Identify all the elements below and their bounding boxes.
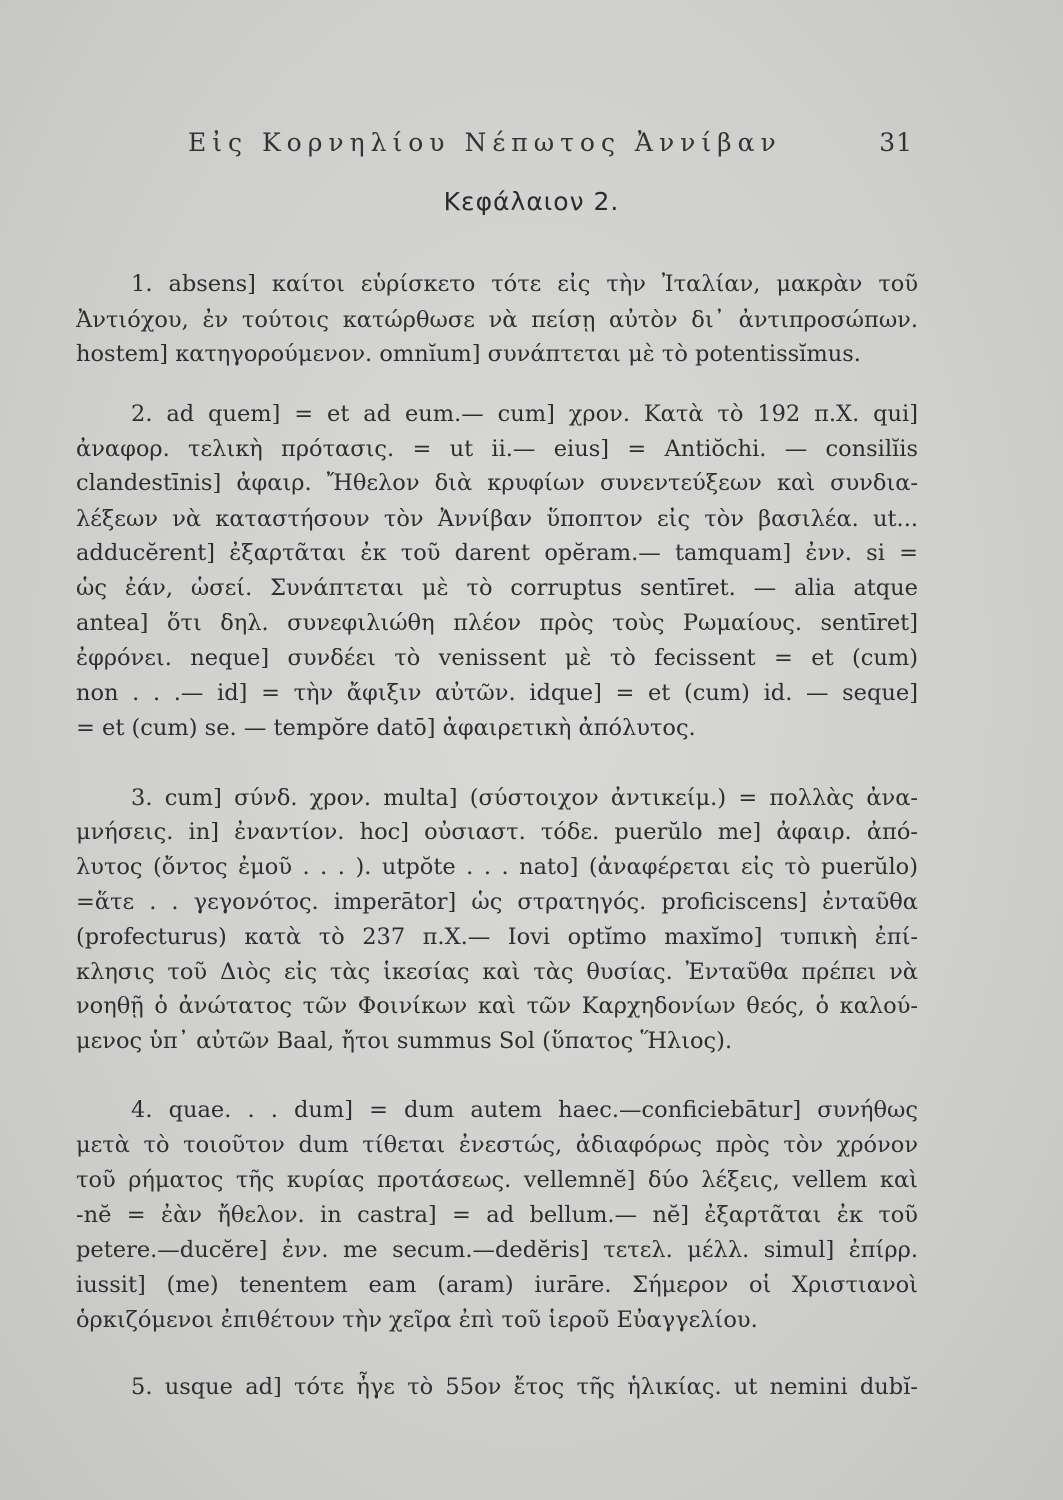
- text-line: petere.—ducĕre] ἐνν. me secum.—dedĕris] τετελ. μέλλ. simul] ἐπίρρ.: [76, 1237, 918, 1263]
- text-line: antea] ὅτι δηλ. συνεφιλιώθη πλέον πρὸς τοὺς Ρωμαίους. sentīret]: [76, 610, 918, 636]
- text-line: ὡς ἐάν, ὡσεί. Συνάπτεται μὲ τὸ corruptus sentīret. — alia atque: [76, 575, 918, 601]
- text-line: τοῦ ρήματος τῆς κυρίας προτάσεως. vellemnĕ] δύο λέξεις, vellem καὶ: [76, 1167, 918, 1193]
- running-title: Εἰς Κορνηλίου Νέπωτος Ἀννίβαν: [188, 128, 782, 157]
- chapter-title: Κεφάλαιον 2.: [443, 187, 620, 216]
- text-line: 5. usque ad] τότε ἦγε τὸ 55ον ἔτος τῆς ἡλικίας. ut nemini dubĭ-: [131, 1374, 918, 1400]
- text-line: Ἀντιόχου, ἐν τούτοις κατώρθωσε νὰ πείσῃ αὐτὸν δι᾽ ἀντιπροσώπων.: [76, 307, 918, 333]
- text-line: 1. absens] καίτοι εὑρίσκετο τότε εἰς τὴν Ἰταλίαν, μακρὰν τοῦ: [131, 271, 918, 297]
- text-line: 4. quae. . . dum] = dum autem haec.—conficiebātur] συνήθως: [131, 1097, 918, 1123]
- text-line: λυτος (ὄντος ἐμοῦ . . . ). utpŏte . . . nato] (ἀναφέρεται εἰς τὸ puerŭlo): [76, 854, 918, 880]
- text-line: = et (cum) se. — tempŏre datō] ἀφαιρετικὴ ἀπόλυτος.: [76, 715, 696, 741]
- text-line: clandestīnis] ἀφαιρ. Ἤθελον διὰ κρυφίων συνεντεύξεων καὶ συνδια-: [76, 470, 918, 496]
- text-line: iussit] (me) tenentem eam (aram) iurāre. Σήμερον οἱ Χριστιανοὶ: [76, 1272, 918, 1298]
- text-line: -nĕ = ἐὰν ἤθελον. in castra] = ad bellum.— nĕ] ἐξαρτᾶται ἐκ τοῦ: [76, 1202, 918, 1228]
- text-line: μνήσεις. in] ἐναντίον. hoc] οὐσιαστ. τόδε. puerŭlo me] ἀφαιρ. ἀπό-: [76, 819, 918, 845]
- text-line: (profecturus) κατὰ τὸ 237 π.Χ.— Iovi optĭmo maxĭmo] τυπικὴ ἐπί-: [76, 924, 918, 950]
- text-line: adducĕrent] ἐξαρτᾶται ἐκ τοῦ darent opĕram.— tamquam] ἐνν. si =: [76, 540, 918, 566]
- text-line: ἐφρόνει. neque] συνδέει τὸ venissent μὲ τὸ fecissent = et (cum): [76, 645, 918, 671]
- text-line: non . . .— id] = τὴν ἄφιξιν αὐτῶν. idque] = et (cum) id. — seque]: [76, 680, 918, 706]
- text-line: λέξεων νὰ καταστήσουν τὸν Ἀννίβαν ὕποπτον εἰς τὸν βασιλέα. ut...: [76, 506, 918, 532]
- text-line: μετὰ τὸ τοιοῦτον dum τίθεται ἐνεστώς, ἀδιαφόρως πρὸς τὸν χρόνον: [76, 1132, 918, 1158]
- page-number: 31: [879, 128, 913, 157]
- text-line: κλησις τοῦ Διὸς εἰς τὰς ἱκεσίας καὶ τὰς θυσίας. Ἐνταῦθα πρέπει νὰ: [76, 959, 918, 985]
- text-line: ὁρκιζόμενοι ἐπιθέτουν τὴν χεῖρα ἐπὶ τοῦ ἱεροῦ Εὐαγγελίου.: [76, 1307, 758, 1333]
- text-line: hostem] κατηγορούμενον. omnĭum] συνάπτεται μὲ τὸ potentissĭmus.: [76, 341, 861, 367]
- text-line: 2. ad quem] = et ad eum.— cum] χρον. Κατὰ τὸ 192 π.Χ. qui]: [131, 401, 918, 427]
- text-line: μενος ὑπ᾽ αὐτῶν Baal, ἤτοι summus Sol (ὕπατος Ἥλιος).: [76, 1028, 733, 1054]
- text-line: 3. cum] σύνδ. χρον. multa] (σύστοιχον ἀντικείμ.) = πολλὰς ἀνα-: [131, 785, 918, 811]
- text-line: νοηθῇ ὁ ἀνώτατος τῶν Φοινίκων καὶ τῶν Καρχηδονίων θεός, ὁ καλού-: [76, 993, 918, 1019]
- text-line: =ἅτε . . γεγονότος. imperātor] ὡς στρατηγός. proficiscens] ἐνταῦθα: [76, 889, 918, 915]
- running-head: [188, 128, 913, 158]
- text-line: ἀναφορ. τελικὴ πρότασις. = ut ii.— eius] = Antiŏchi. — consilĭis: [76, 436, 918, 462]
